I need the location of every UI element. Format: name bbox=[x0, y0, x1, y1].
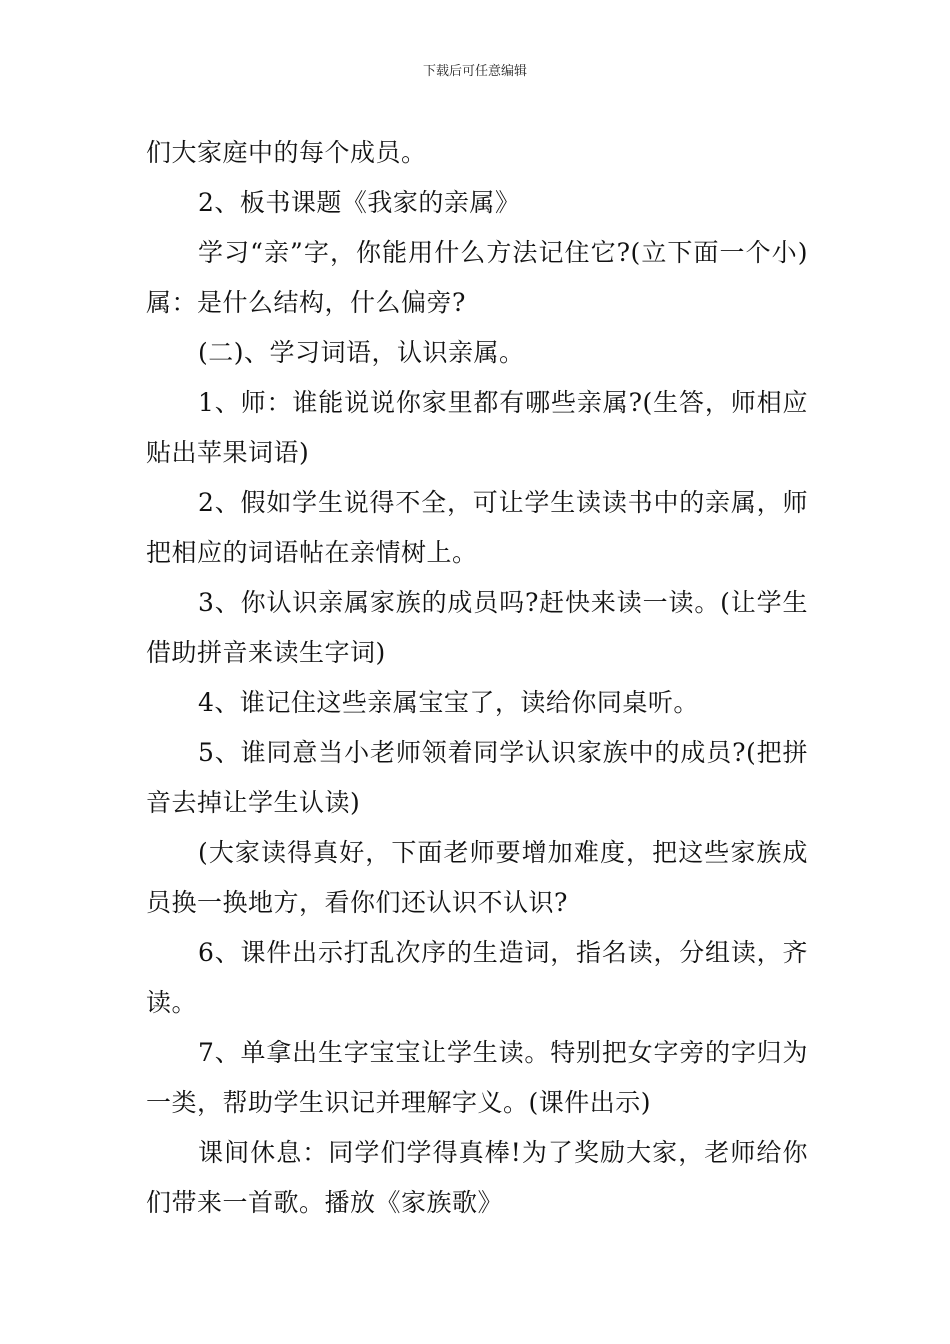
paragraph-1: 们大家庭中的每个成员。 bbox=[146, 138, 427, 167]
paragraph-9: 5、谁同意当小老师领着同学认识家族中的成员?(把拼音去掉让学生认读) bbox=[146, 738, 808, 817]
paragraph-11: 6、课件出示打乱次序的生造词，指名读，分组读，齐读。 bbox=[146, 938, 808, 1017]
paragraph-3: 学习“亲”字，你能用什么方法记住它?(立下面一个小)属：是什么结构，什么偏旁? bbox=[146, 238, 808, 317]
paragraph-12: 7、单拿出生字宝宝让学生读。特别把女字旁的字归为一类，帮助学生识记并理解字义。(课件出示) bbox=[146, 1038, 808, 1117]
page-header: 下载后可任意编辑 bbox=[422, 64, 527, 79]
paragraph-7: 3、你认识亲属家族的成员吗?赶快来读一读。(让学生借助拼音来读生字词) bbox=[146, 588, 808, 667]
document-body bbox=[146, 128, 808, 1228]
paragraph-4: (二)、学习词语，认识亲属。 bbox=[198, 338, 525, 367]
paragraph-8: 4、谁记住这些亲属宝宝了，读给你同桌听。 bbox=[198, 688, 699, 717]
paragraph-10: (大家读得真好，下面老师要增加难度，把这些家族成员换一换地方，看你们还认识不认识? bbox=[146, 838, 808, 917]
paragraph-5: 1、师：谁能说说你家里都有哪些亲属?(生答，师相应贴出苹果词语) bbox=[146, 388, 808, 467]
paragraph-2: 2、板书课题《我家的亲属》 bbox=[198, 188, 521, 217]
paragraph-13: 课间休息：同学们学得真棒!为了奖励大家，老师给你们带来一首歌。播放《家族歌》 bbox=[146, 1138, 808, 1217]
paragraph-6: 2、假如学生说得不全，可让学生读读书中的亲属，师把相应的词语帖在亲情树上。 bbox=[146, 488, 808, 567]
